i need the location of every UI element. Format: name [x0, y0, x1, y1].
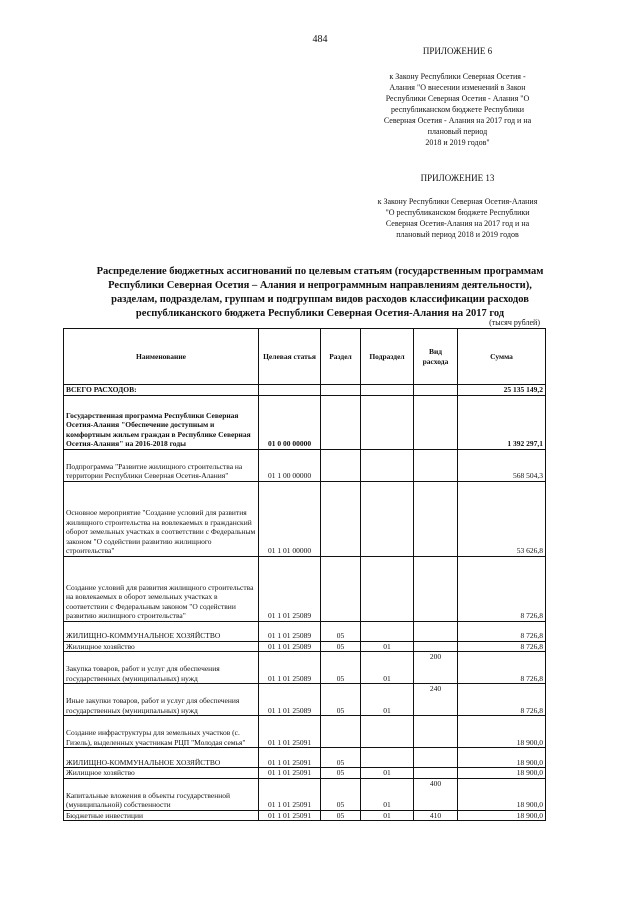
cell-amount: 18 900,0: [458, 810, 546, 821]
cell-section: [321, 556, 361, 621]
cell-name: ВСЕГО РАСХОДОВ:: [64, 385, 259, 396]
cell-subsection: [361, 556, 414, 621]
cell-amount: 568 504,3: [458, 449, 546, 481]
cell-subsection: 01: [361, 768, 414, 779]
cell-target-article: 01 1 01 25089: [259, 641, 321, 652]
cell-amount: 18 900,0: [458, 716, 546, 748]
header-target-article: Целевая статья: [259, 329, 321, 385]
table-row: [64, 621, 546, 641]
cell-target-article: 01 1 01 25091: [259, 810, 321, 821]
cell-name: ЖИЛИЩНО-КОММУНАЛЬНОЕ ХОЗЯЙСТВО: [64, 621, 259, 641]
table-row: [64, 748, 546, 768]
cell-expense-type: [414, 621, 458, 641]
appendix-6-line: республиканском бюджете Республики: [390, 105, 525, 114]
table-row: [64, 778, 546, 810]
cell-target-article: 01 1 01 25089: [259, 621, 321, 641]
title-line: разделам, подразделам, группам и подгруппам видов расходов классификации расходов: [111, 294, 529, 305]
table-row: [64, 652, 546, 684]
cell-target-article: 01 1 01 25089: [259, 556, 321, 621]
appendix-6-line: 2018 и 2019 годов": [425, 138, 490, 147]
cell-name: Жилищное хозяйство: [64, 768, 259, 779]
cell-section: 05: [321, 768, 361, 779]
cell-target-article: 01 1 01 25089: [259, 652, 321, 684]
cell-section: [321, 481, 361, 556]
header-subsection: Подраздел: [361, 329, 414, 385]
cell-expense-type: 200: [414, 652, 458, 684]
cell-amount: 8 726,8: [458, 684, 546, 716]
appendix-6-line: к Закону Республики Северная Осетия -: [389, 72, 526, 81]
cell-section: 05: [321, 684, 361, 716]
appendix-6-line: Северная Осетия - Алания на 2017 год и на: [383, 116, 532, 125]
cell-amount: 8 726,8: [458, 641, 546, 652]
table-row: [64, 385, 546, 396]
document-title: [60, 265, 580, 321]
cell-subsection: [361, 748, 414, 768]
table-row: [64, 449, 546, 481]
page-number: 484: [312, 34, 328, 45]
cell-expense-type: [414, 395, 458, 449]
cell-section: 05: [321, 810, 361, 821]
cell-section: [321, 716, 361, 748]
cell-amount: 8 726,8: [458, 652, 546, 684]
cell-expense-type: [414, 385, 458, 396]
cell-target-article: 01 1 01 25091: [259, 748, 321, 768]
cell-section: 05: [321, 652, 361, 684]
table-row: [64, 768, 546, 779]
cell-expense-type: [414, 556, 458, 621]
cell-subsection: [361, 716, 414, 748]
cell-expense-type: 240: [414, 684, 458, 716]
cell-amount: 8 726,8: [458, 621, 546, 641]
cell-subsection: 01: [361, 684, 414, 716]
appendix-13-line: плановый период 2018 и 2019 годов: [396, 230, 519, 239]
table-body: [64, 385, 546, 821]
cell-amount: 18 900,0: [458, 748, 546, 768]
cell-expense-type: [414, 768, 458, 779]
cell-section: 05: [321, 748, 361, 768]
cell-target-article: 01 1 01 25091: [259, 778, 321, 810]
table-row: [64, 716, 546, 748]
cell-target-article: 01 1 01 25091: [259, 768, 321, 779]
cell-name: Закупка товаров, работ и услуг для обеспечения государственных (муниципальных) нужд: [64, 652, 259, 684]
table-row: [64, 810, 546, 821]
cell-subsection: [361, 449, 414, 481]
cell-subsection: 01: [361, 652, 414, 684]
appendix-6-heading: ПРИЛОЖЕНИЕ 6: [422, 46, 493, 56]
cell-amount: 53 626,8: [458, 481, 546, 556]
budget-table: [63, 328, 546, 821]
cell-section: [321, 385, 361, 396]
title-line: Распределение бюджетных ассигнований по целевым статьям (государственным программам: [96, 266, 544, 277]
header-amount: Сумма: [458, 329, 546, 385]
table-header-row: [64, 329, 546, 385]
cell-section: [321, 395, 361, 449]
header-section: Раздел: [321, 329, 361, 385]
title-line: Республики Северная Осетия – Алания и непрограммным направлениям деятельности),: [108, 280, 532, 291]
cell-expense-type: [414, 481, 458, 556]
cell-subsection: [361, 395, 414, 449]
table-row: [64, 641, 546, 652]
cell-target-article: 01 0 00 00000: [259, 395, 321, 449]
cell-target-article: 01 1 01 25089: [259, 684, 321, 716]
cell-target-article: [259, 385, 321, 396]
cell-expense-type: [414, 449, 458, 481]
appendix-6-line: плановый период: [427, 127, 488, 136]
table-row: [64, 481, 546, 556]
cell-name: ЖИЛИЩНО-КОММУНАЛЬНОЕ ХОЗЯЙСТВО: [64, 748, 259, 768]
appendix-13-block: [345, 173, 570, 240]
cell-amount: 8 726,8: [458, 556, 546, 621]
cell-amount: 18 900,0: [458, 778, 546, 810]
cell-section: 05: [321, 641, 361, 652]
cell-expense-type: 400: [414, 778, 458, 810]
cell-target-article: 01 1 01 00000: [259, 481, 321, 556]
cell-subsection: [361, 621, 414, 641]
cell-amount: 18 900,0: [458, 768, 546, 779]
appendix-13-line: "О республиканском бюджете Республики: [385, 208, 530, 217]
appendix-13-heading: ПРИЛОЖЕНИЕ 13: [420, 173, 495, 183]
cell-subsection: [361, 385, 414, 396]
units-label: (тысяч рублей): [489, 318, 540, 327]
cell-expense-type: [414, 641, 458, 652]
cell-subsection: 01: [361, 641, 414, 652]
cell-amount: 1 392 297,1: [458, 395, 546, 449]
appendix-13-line: к Закону Республики Северная Осетия-Алания: [377, 197, 538, 206]
appendix-6-block: [345, 46, 570, 148]
header-expense-type: Вид расхода: [414, 329, 458, 385]
table-row: [64, 684, 546, 716]
appendix-13-line: Северная Осетия-Алания на 2017 год и на: [385, 219, 530, 228]
cell-expense-type: [414, 716, 458, 748]
appendix-6-line: Алания "О внесении изменений в Закон: [389, 83, 526, 92]
cell-name: Иные закупки товаров, работ и услуг для обеспечения государственных (муниципальных) нужд: [64, 684, 259, 716]
appendix-6-line: Республики Северная Осетия - Алания "О: [385, 94, 530, 103]
cell-subsection: 01: [361, 810, 414, 821]
cell-expense-type: [414, 748, 458, 768]
cell-name: Капитальные вложения в объекты государственной (муниципальной) собственности: [64, 778, 259, 810]
cell-subsection: 01: [361, 778, 414, 810]
cell-name: Основное мероприятие "Создание условий для развития жилищного строительства на вовлекаемых в гражданский оборот земельных участках в соответствии с Федеральным законом "О содействии развитию жилищного строительства": [64, 481, 259, 556]
table-row: [64, 556, 546, 621]
table-row: [64, 395, 546, 449]
cell-name: Бюджетные инвестиции: [64, 810, 259, 821]
cell-amount: 25 135 149,2: [458, 385, 546, 396]
header-name: Наименование: [64, 329, 259, 385]
cell-name: Создание инфраструктуры для земельных участков (с. Гизель), выделенных участникам РЦП "Молодая семья": [64, 716, 259, 748]
cell-subsection: [361, 481, 414, 556]
cell-name: Создание условий для развития жилищного строительства на вовлекаемых в оборот земельных участках в соответствии с Федеральным законом "О содействии развитию жилищного строительства": [64, 556, 259, 621]
cell-expense-type: 410: [414, 810, 458, 821]
cell-section: 05: [321, 778, 361, 810]
cell-name: Подпрограмма "Развитие жилищного строительства на территории Республики Северная Осетия-Алания": [64, 449, 259, 481]
cell-name: Жилищное хозяйство: [64, 641, 259, 652]
cell-target-article: 01 1 01 25091: [259, 716, 321, 748]
cell-target-article: 01 1 00 00000: [259, 449, 321, 481]
title-line: республиканского бюджета Республики Северная Осетия-Алания на 2017 год: [135, 308, 505, 319]
cell-section: [321, 449, 361, 481]
cell-section: 05: [321, 621, 361, 641]
cell-name: Государственная программа Республики Северная Осетия-Алания "Обеспечение доступным и комфортным жильем граждан в Республике Северная Осетия-Алания" на 2016-2018 годы: [64, 395, 259, 449]
